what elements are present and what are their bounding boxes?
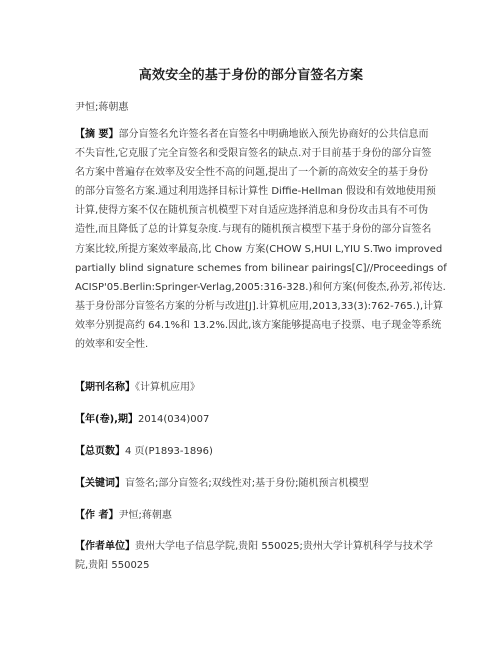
- document-authors: 尹恒;蒋朝惠: [75, 102, 129, 113]
- affiliation-line: [75, 537, 435, 556]
- keywords-value: 盲签名;部分盲签名;双线性对;基于身份;随机预言机模型: [125, 478, 369, 489]
- abstract-line: 造性,而且降低了总的计算复杂度.与现有的随机预言模型下基于身份的部分盲签名: [75, 224, 432, 236]
- affiliation-line: 院,贵阳 550025: [75, 560, 150, 571]
- abstract-line: 方案比较,所提方案效率最高,比 Chow 方案(CHOW S,HUI L,YIU S.Two improved: [75, 243, 443, 255]
- author-field-label: 【作 者】: [75, 510, 119, 521]
- affiliation-field: [75, 537, 435, 575]
- abstract-line: [75, 125, 435, 144]
- pages-value: 4 页(P1893-1896): [125, 446, 213, 457]
- pages-label: 【总页数】: [75, 446, 125, 457]
- journal-field: [75, 378, 200, 393]
- author-field: [75, 506, 172, 521]
- author-field-value: 尹恒;蒋朝惠: [118, 510, 172, 521]
- abstract-line: 的效率和安全性.: [75, 339, 149, 351]
- abstract-line: 不失盲性,它克服了完全盲签名和受限盲签名的缺点.对于目前基于身份的部分盲签: [75, 148, 432, 160]
- abstract-line: 的部分盲签名方案.通过利用选择目标计算性 Diffie-Hellman 假设和有效地使用预: [75, 186, 436, 198]
- abstract-line: 计算,使得方案不仅在随机预言机模型下对自适应选择消息和身份攻击具有不可伪: [75, 205, 429, 217]
- year-issue-value: 2014(034)007: [137, 414, 210, 425]
- pages-field: [75, 442, 213, 457]
- abstract-line: partially blind signature schemes from bilinear pairings[C]//Proceedings of: [75, 262, 447, 274]
- abstract-line: ACISP'05.Berlin:Springer-Verlag,2005:316-328.)和何方案(何俊杰,孙芳,祁传达.: [75, 281, 446, 293]
- year-issue-field: [75, 410, 209, 425]
- abstract-text: 部分盲签名允许签名者在盲签名中明确地嵌入预先协商好的公共信息而: [118, 129, 429, 140]
- abstract-line: 效率分别提高约 64.1%和 13.2%.因此,该方案能够提高电子投票、电子现金等系统: [75, 319, 442, 331]
- keywords-label: 【关键词】: [75, 478, 125, 489]
- journal-value: 《计算机应用》: [135, 382, 200, 393]
- abstract-line: 基于身份部分盲签名方案的分析与改进[J].计算机应用,2013,33(3):762-765.),计算: [75, 300, 444, 312]
- abstract-line: 名方案中普遍存在效率及安全性不高的问题,提出了一个新的高效安全的基于身份: [75, 167, 429, 179]
- document-title: 高效安全的基于身份的部分盲签名方案: [138, 68, 364, 83]
- abstract-label: 【摘 要】: [75, 129, 119, 140]
- affiliation-label: 【作者单位】: [75, 541, 135, 552]
- journal-label: 【期刊名称】: [75, 382, 135, 393]
- keywords-field: [75, 474, 368, 489]
- year-issue-label: 【年(卷),期】: [75, 414, 138, 425]
- affiliation-value: 贵州大学电子信息学院,贵阳 550025;贵州大学计算机科学与技术学: [135, 541, 433, 552]
- abstract-section: [75, 125, 447, 354]
